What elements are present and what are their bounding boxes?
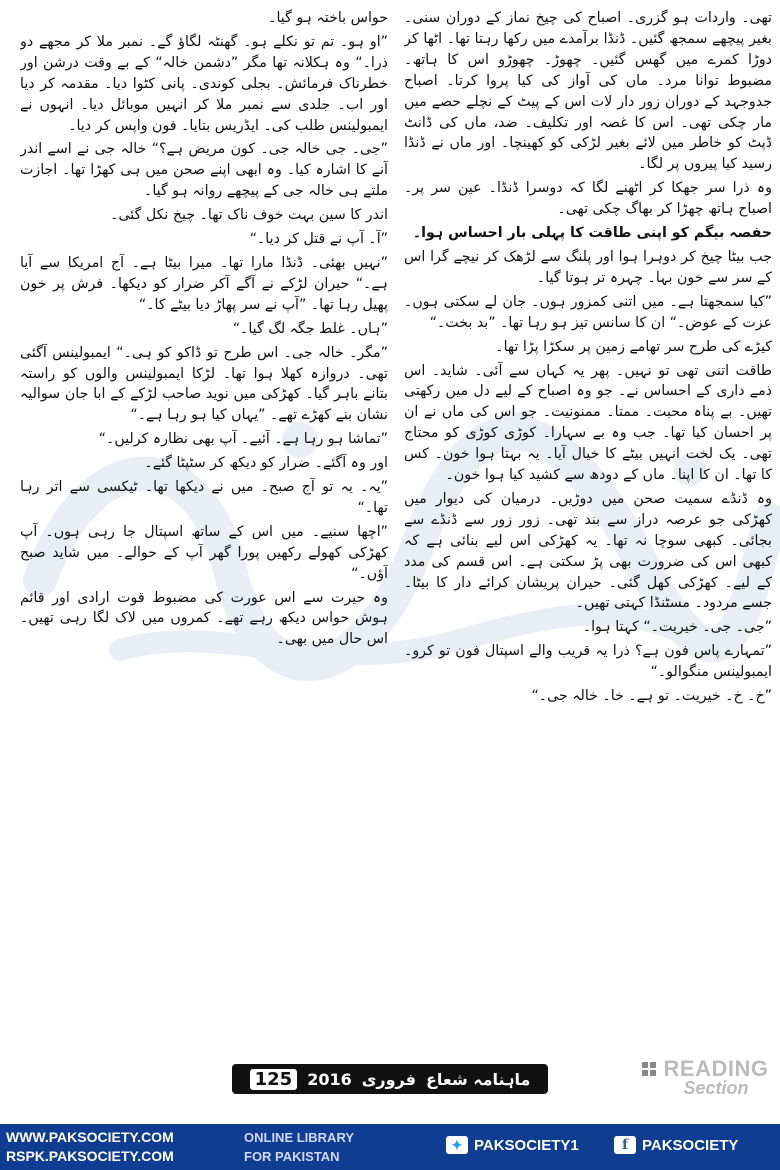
reading-section-badge xyxy=(660,1056,772,1120)
library-line: FOR PAKISTAN xyxy=(244,1149,340,1164)
facebook-link[interactable] xyxy=(614,1136,738,1154)
paragraph: ”نہیں بھئی۔ ڈنڈا مارا تھا۔ میرا بیٹا ہے۔ آج امریکا سے آیا ہے۔“ حیران لڑکے نے آگے آکر ضرار کو دیکھا۔ فرش پر خون پھیل رہا تھا۔ ”آپ نے سر پھاڑ دیا بیٹے کا۔“ xyxy=(20,254,388,313)
paragraph: وہ حیرت سے اس عورت کی مضبوط قوت ارادی اور قائم ہوش حواس دیکھ رہے تھے۔ کمروں میں لاک لگا رہی تھیں۔ اس حال میں بھی۔ xyxy=(20,589,388,648)
right-text-column xyxy=(404,8,772,1046)
magazine-name: ماہنامہ شعاع xyxy=(425,1069,531,1089)
paragraph: ”خ۔ خ۔ خیریت۔ تو ہے۔ خا۔ خالہ جی۔“ xyxy=(531,688,772,705)
paragraph: اور وہ آگئے۔ ضرار کو دیکھ کر سٹپٹا گئے۔ xyxy=(144,455,388,472)
library-line: ONLINE LIBRARY xyxy=(244,1130,355,1145)
paragraph: ”ہاں۔ غلط جگہ لگ گیا۔“ xyxy=(232,320,388,337)
facebook-icon: f xyxy=(614,1136,636,1154)
footer-band xyxy=(232,1064,549,1094)
magazine-footer xyxy=(220,1060,560,1098)
paragraph: جب بیٹا چیخ کر دوہرا ہوا اور پلنگ سے لڑھک کر نیچے گرا اس کے سر سے خون بہا۔ چہرہ تر ہوتا گیا۔ xyxy=(404,248,772,286)
paragraph: حواس باختہ ہو گیا۔ xyxy=(268,10,388,26)
library-tagline xyxy=(244,1128,354,1166)
site-url-link[interactable]: RSPK.PAKSOCIETY.COM xyxy=(6,1148,174,1164)
site-bottom-bar xyxy=(0,1124,780,1170)
left-text-column xyxy=(20,8,388,1046)
paragraph: وہ ڈنڈے سمیت صحن میں دوڑیں۔ درمیان کی دیوار میں کھڑکی جو عرصہ دراز سے بند تھی۔ زور زور سے ڈنڈے سے بجائی۔ کبھی سوچا نہ تھا۔ یہ کھڑکی اس لیے بنائی ہے کہ کبھی اس کی ضرورت بھی پڑ سکتی ہے۔ اس قسم کی مدد کے لیے۔ کھڑکی کھل گئی۔ حیران پریشان کرائے دار کا بیٹا۔ جسے مردود۔ مسٹنڈا کہتی تھیں۔ xyxy=(404,490,772,612)
twitter-handle: PAKSOCIETY1 xyxy=(474,1136,579,1154)
paragraph: ”مگر۔ خالہ جی۔ اس طرح تو ڈاکو کو ہی۔“ ایمبولینس آگئی تھی۔ دروازہ کھلا ہوا تھا۔ لڑکا ایمبولینس والوں کو راستہ بتانے باہر گیا۔ کھڑکی میں نوید صاحب لڑکے کے ابا جان سوالیہ نشان بنے کھڑے تھے۔ ”یہاں کیا ہو رہا ہے۔“ xyxy=(20,344,388,424)
paragraph: ”اچھا سنیے۔ میں اس کے ساتھ اسپتال جا رہی ہوں۔ آپ کھڑکی کھولے رکھیں پورا گھر آپ کے حوالے۔ میں شاید صبح آؤں۔“ xyxy=(20,523,388,582)
paragraph: حفصہ بیگم کو اپنی طاقت کا پہلی بار احساس ہوا۔ xyxy=(412,225,772,242)
paragraph: کیڑے کی طرح سر تھامے زمین پر سکڑا پڑا تھا۔ xyxy=(495,338,772,355)
paragraph: طاقت اتنی تھی تو نہیں۔ پھر یہ کہاں سے آئی۔ شاید۔ اس ذمے داری کے احساس نے۔ جو وہ اصباح کے لیے دل میں رکھتی تھیں۔ بے پناہ محبت۔ ممتا۔ ممنونیت۔ جو اس کی ماں نے ان پر احسان کیا تھا۔ جب وہ بے سہارا۔ کوڑی کوڑی کو محتاج تھی۔ یک لخت انہیں بیٹے کا خیال آیا۔ یہ بہتا ہوا خون۔ کس کا تھا۔ ان کا اپنا۔ ماں کے دودھ سے کشید کیا ہوا خون۔ xyxy=(404,362,772,484)
paragraph: اندر کا سین بہت خوف ناک تھا۔ چیخ نکل گئی۔ xyxy=(110,207,388,224)
site-url-link[interactable]: WWW.PAKSOCIETY.COM xyxy=(6,1129,174,1145)
grid-icon xyxy=(642,1062,658,1078)
facebook-handle: PAKSOCIETY xyxy=(642,1136,739,1154)
site-urls xyxy=(6,1128,174,1166)
paragraph: ”یہ۔ یہ تو آج صبح۔ میں نے دیکھا تھا۔ ٹیکسی سے اتر رہا تھا۔“ xyxy=(20,479,388,516)
paragraph: ”جی۔ جی خالہ جی۔ کون مریض ہے؟“ خالہ جی نے اسے اندر آنے کا اشارہ کیا۔ وہ ابھی اپنے صحن میں ہی کھڑا تھا۔ اجازت ملتے ہی خالہ جی کے پیچھے روانہ ہو گیا۔ xyxy=(20,141,388,200)
section-label: Section xyxy=(683,1078,749,1098)
reading-label: READING xyxy=(663,1056,769,1081)
page-number: 125 xyxy=(250,1069,298,1090)
paragraph: ”او ہو۔ تم تو نکلے ہو۔ گھنٹہ لگاؤ گے۔ نمبر ملا کر مجھے دو ذرا۔“ وہ ہکلانہ تھا مگر ”دشمن خالہ“ کے بے وقت درشن اور خطرناک فرمائش۔ بجلی کوندی۔ پانی کٹوا دیا۔ مقدمہ کر دیا اور اب۔ جلدی سے نمبر ملا کر انہیں موبائل دیا۔ انہوں نے ایمبولینس طلب کی۔ ایڈریس بتایا۔ فون واپس کر دیا۔ xyxy=(20,33,388,134)
issue-year: 2016 xyxy=(307,1069,352,1089)
issue-month: فروری xyxy=(361,1069,416,1089)
twitter-icon: ✦ xyxy=(446,1136,468,1154)
paragraph: تھی۔ واردات ہو گزری۔ اصباح کی چیخ نماز کے دوران سنی۔ بغیر پیچھے سمجھ گئیں۔ ڈنڈا برآمدے میں رکھا رہتا تھا۔ اٹھا کر دوڑا کمرے میں گھس گئیں۔ چھوڑ۔ چھوڑو اس کا ہاتھ۔ مضبوط توانا مرد۔ ماں کی آواز کی کیا پروا کرتا۔ اصباح جدوجہد کے دوران زور دار لات اس کے پیٹ کے نچلے حصے میں مار چکی تھی۔ اس کا غصہ اور تکلیف۔ ضد، ماں کی ڈانٹ ڈپٹ کو خاطر میں لائے بغیر لڑکی کو کھینچا۔ اور ماں نے ڈنڈا رسید کیا پیروں پر لگا۔ xyxy=(404,10,772,173)
paragraph: ”آ۔ آپ نے قتل کر دیا۔“ xyxy=(249,231,388,248)
paragraph: ”تماشا ہو رہا ہے۔ آئیے۔ آپ بھی نظارہ کرلیں۔“ xyxy=(98,431,388,448)
paragraph: ”کیا سمجھتا ہے۔ میں اتنی کمزور ہوں۔ جان لے سکتی ہوں۔ عزت کے عوض۔“ ان کا سانس تیز ہو رہا تھا۔ ”بد بخت۔“ xyxy=(404,293,772,331)
paragraph: ”جی۔ جی۔ خیریت۔“ کہتا ہوا۔ xyxy=(582,619,772,636)
twitter-link[interactable] xyxy=(446,1136,579,1154)
paragraph: وہ ذرا سر جھکا کر اٹھنے لگا کہ دوسرا ڈنڈا۔ عین سر پر۔ اصباح ہاتھ چھڑا کر بھاگ چکی تھی۔ xyxy=(404,180,772,218)
paragraph: ”تمہارے پاس فون ہے؟ ذرا یہ قریب والے اسپتال فون تو کرو۔ ایمبولینس منگوالو۔“ xyxy=(404,643,772,681)
